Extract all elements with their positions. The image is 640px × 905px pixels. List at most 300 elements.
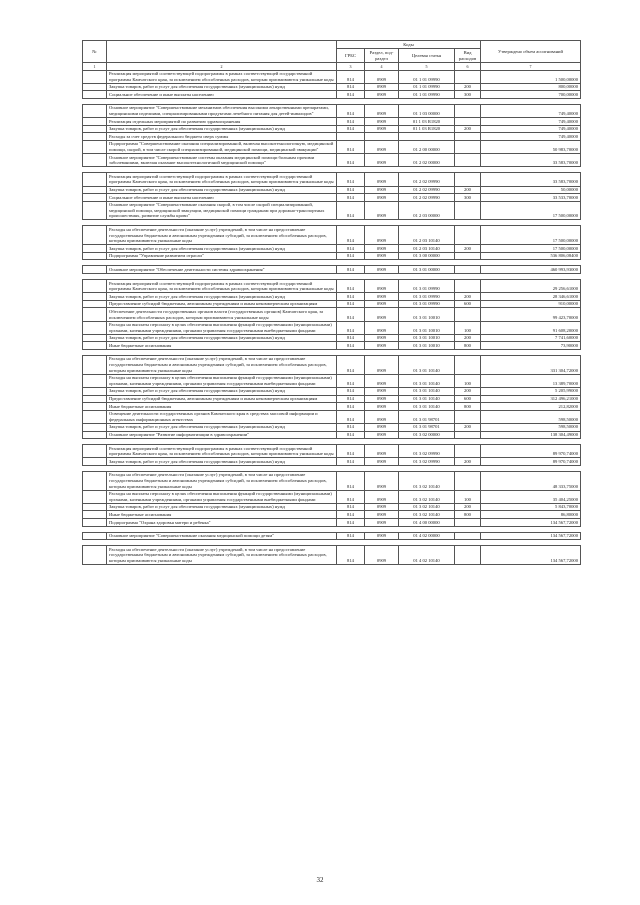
cell-amount: 460 993,93000 <box>481 266 581 274</box>
cell-expense-type <box>455 140 481 153</box>
cell-amount: 48 333,75000 <box>481 471 581 490</box>
cell-expense-type: 600 <box>455 300 481 308</box>
cell-grbs: 814 <box>337 431 365 439</box>
cell-description: Закупка товаров, работ и услуг для обеспечения государственных (муниципальных) нужд <box>107 125 337 133</box>
cell-expense-type: 200 <box>455 387 481 395</box>
header-number: № <box>83 41 107 63</box>
table-row <box>83 423 581 431</box>
cell-number <box>83 387 107 395</box>
cell-description: Реализация отдельных мероприятий по развитию здравоохранения <box>107 118 337 126</box>
cell-grbs: 814 <box>337 403 365 411</box>
cell-grbs: 814 <box>337 342 365 350</box>
header-target-article: Целевая статья <box>399 49 455 63</box>
cell-razdel: 0909 <box>365 252 399 260</box>
cell-description: Расходы на выплаты персоналу в целях обеспечения выполнения функций государственными (муниципальными) органами, казенными учреждениями, органами управления государственными внебюджетными фондами <box>107 321 337 334</box>
cell-number <box>83 140 107 153</box>
cell-grbs: 814 <box>337 266 365 274</box>
cell-grbs: 814 <box>337 201 365 220</box>
cell-grbs: 814 <box>337 118 365 126</box>
cell-razdel: 0909 <box>365 91 399 99</box>
cell-expense-type <box>455 104 481 117</box>
cell-grbs: 814 <box>337 374 365 387</box>
cell-target-article: 01 3 01 10140 <box>399 403 455 411</box>
cell-description: Освещение деятельности государственных органов Камчатского края в средствах массовой информации и федеральных информационных агентствах <box>107 410 337 423</box>
cell-grbs: 814 <box>337 490 365 503</box>
cell-amount: 749,40000 <box>481 125 581 133</box>
cell-number <box>83 308 107 321</box>
cell-amount: 28 346,61000 <box>481 293 581 301</box>
cell-description: Расходы на обеспечение деятельности (оказание услуг) учреждений, в том числе на предоставление государственным бюджетным и автономным учреждениям субсидий, за исключением обособленных расходов, которым присваиваются уникальные коды <box>107 355 337 374</box>
cell-description: Реализация мероприятий соответствующей подпрограммы в рамках соответствующей государственной программы Камчатского края, за исключением обособленных расходов, которым присваиваются уникальные коды <box>107 445 337 458</box>
table-row <box>83 125 581 133</box>
cell-expense-type: 800 <box>455 342 481 350</box>
cell-expense-type: 200 <box>455 423 481 431</box>
cell-target-article: 01 3 01 00000 <box>399 266 455 274</box>
cell-number <box>83 201 107 220</box>
cell-description: Основное мероприятие "Совершенствование оказания скорой, в том числе скорой специализированной, медицинской помощи, медицинской эвакуации, медицинской помощи гражданам при дорожно-транспортных происшествиях, развитие службы крови" <box>107 201 337 220</box>
table-row <box>83 519 581 527</box>
header-codes: Коды <box>337 41 481 49</box>
table-row <box>83 445 581 458</box>
cell-target-article: 01 3 02 09990 <box>399 458 455 466</box>
cell-amount: 35 404,25000 <box>481 490 581 503</box>
cell-amount: 50 983,70000 <box>481 140 581 153</box>
cell-amount: 73,90000 <box>481 342 581 350</box>
table-row <box>83 395 581 403</box>
cell-razdel: 0909 <box>365 140 399 153</box>
cell-razdel: 0909 <box>365 308 399 321</box>
cell-amount: 17 500,00000 <box>481 226 581 245</box>
cell-amount: 134 567,72000 <box>481 532 581 540</box>
cell-number <box>83 445 107 458</box>
cell-expense-type <box>455 532 481 540</box>
cell-expense-type <box>455 154 481 167</box>
colnum-2: 2 <box>107 63 337 71</box>
cell-grbs: 814 <box>337 173 365 186</box>
cell-number <box>83 374 107 387</box>
cell-razdel: 0909 <box>365 374 399 387</box>
cell-number <box>83 104 107 117</box>
cell-amount: 598,50000 <box>481 423 581 431</box>
cell-grbs: 814 <box>337 321 365 334</box>
cell-razdel: 0909 <box>365 431 399 439</box>
cell-description: Расходы на обеспечение деятельности (оказание услуг) учреждений, в том числе на предоставление государственным бюджетным и автономным учреждениям субсидий, за исключением обособленных расходов, которым присваиваются уникальные коды <box>107 226 337 245</box>
table-row <box>83 104 581 117</box>
table-row <box>83 403 581 411</box>
table-row <box>83 503 581 511</box>
cell-expense-type <box>455 173 481 186</box>
table-row <box>83 511 581 519</box>
cell-description: Закупка товаров, работ и услуг для обеспечения государственных (муниципальных) нужд <box>107 186 337 194</box>
cell-description: Социальное обеспечение и иные выплаты населению <box>107 194 337 202</box>
cell-amount: 749,40000 <box>481 104 581 117</box>
cell-number <box>83 245 107 253</box>
cell-description: Закупка товаров, работ и услуг для обеспечения государственных (муниципальных) нужд <box>107 503 337 511</box>
cell-grbs: 814 <box>337 293 365 301</box>
table-row <box>83 83 581 91</box>
cell-target-article: 01 3 02 10140 <box>399 490 455 503</box>
cell-number <box>83 252 107 260</box>
cell-amount: 89 970,74000 <box>481 458 581 466</box>
cell-number <box>83 280 107 293</box>
cell-amount: 5 205,99000 <box>481 387 581 395</box>
colnum-4: 4 <box>365 63 399 71</box>
cell-description: Иные бюджетные ассигнования <box>107 403 337 411</box>
cell-target-article: 01 3 01 10010 <box>399 321 455 334</box>
colnum-6: 6 <box>455 63 481 71</box>
cell-target-article: 01 3 00 00000 <box>399 252 455 260</box>
cell-number <box>83 226 107 245</box>
cell-grbs: 814 <box>337 334 365 342</box>
header-expense-type: Вид расходов <box>455 49 481 63</box>
cell-target-article: 01 3 01 10010 <box>399 342 455 350</box>
cell-razdel: 0909 <box>365 201 399 220</box>
cell-description: Основное мероприятие "Совершенствование механизмов обеспечения высокими лекарственными препаратами, медицинскими изделиями, специализированными продуктами лечебного питания для детей-инвалидов" <box>107 104 337 117</box>
cell-description: Обеспечение деятельности государственных органов власти (государственных органов) Камчатского края, за исключением обособленных расходов, которым присваиваются уникальные коды <box>107 308 337 321</box>
cell-number <box>83 154 107 167</box>
cell-razdel: 0909 <box>365 186 399 194</box>
cell-razdel: 0909 <box>365 511 399 519</box>
cell-target-article: 01 1 03 R1820 <box>399 125 455 133</box>
cell-amount: 212,82000 <box>481 403 581 411</box>
cell-expense-type: 200 <box>455 458 481 466</box>
cell-target-article: 01 3 01 10140 <box>399 355 455 374</box>
cell-number <box>83 321 107 334</box>
cell-razdel: 0909 <box>365 395 399 403</box>
table-row <box>83 308 581 321</box>
cell-grbs: 814 <box>337 503 365 511</box>
cell-expense-type: 300 <box>455 91 481 99</box>
cell-razdel: 0909 <box>365 445 399 458</box>
cell-target-article: 01 3 01 09990 <box>399 280 455 293</box>
cell-razdel <box>365 133 399 141</box>
colnum-3: 3 <box>337 63 365 71</box>
cell-target-article: 01 2 00 00000 <box>399 140 455 153</box>
cell-target-article: 01 1 03 00000 <box>399 104 455 117</box>
cell-amount: 86,80000 <box>481 511 581 519</box>
cell-razdel: 0909 <box>365 300 399 308</box>
table-row <box>83 410 581 423</box>
table-row <box>83 252 581 260</box>
cell-grbs: 814 <box>337 471 365 490</box>
cell-expense-type: 800 <box>455 511 481 519</box>
cell-target-article: 01 3 02 00000 <box>399 431 455 439</box>
cell-target-article: 01 4 02 00000 <box>399 532 455 540</box>
cell-amount: 910,00000 <box>481 300 581 308</box>
cell-amount: 13 389,70000 <box>481 374 581 387</box>
cell-razdel: 0909 <box>365 387 399 395</box>
cell-razdel: 0909 <box>365 532 399 540</box>
cell-description: Реализация мероприятий соответствующей подпрограммы в рамках соответствующей государственной программы Камчатского края, за исключением обособленных расходов, которым присваиваются уникальные коды <box>107 280 337 293</box>
cell-razdel: 0909 <box>365 173 399 186</box>
colnum-7: 7 <box>481 63 581 71</box>
cell-target-article: 01 2 03 10140 <box>399 226 455 245</box>
cell-grbs: 814 <box>337 186 365 194</box>
cell-amount: 33 533,70000 <box>481 194 581 202</box>
cell-description: Основное мероприятие "Совершенствование системы оказания медицинской помощи больным прочими заболеваниями, включая оказание высокотехнологичной медицинской помощи" <box>107 154 337 167</box>
cell-amount: 7 741,60000 <box>481 334 581 342</box>
cell-amount: 33 583,70000 <box>481 173 581 186</box>
cell-grbs: 814 <box>337 194 365 202</box>
cell-number <box>83 91 107 99</box>
cell-expense-type: 200 <box>455 125 481 133</box>
cell-grbs: 814 <box>337 410 365 423</box>
cell-number <box>83 334 107 342</box>
cell-grbs: 814 <box>337 458 365 466</box>
cell-description: Закупка товаров, работ и услуг для обеспечения государственных (муниципальных) нужд <box>107 245 337 253</box>
cell-amount: 89 970,74000 <box>481 445 581 458</box>
cell-amount: 50,00000 <box>481 186 581 194</box>
cell-description: Основное мероприятие "Развитие информатизации в здравоохранении" <box>107 431 337 439</box>
table-row <box>83 173 581 186</box>
cell-grbs: 814 <box>337 91 365 99</box>
cell-target-article: 01 3 01 10010 <box>399 308 455 321</box>
table-row <box>83 140 581 153</box>
table-row <box>83 490 581 503</box>
cell-razdel: 0909 <box>365 519 399 527</box>
cell-razdel: 0909 <box>365 321 399 334</box>
cell-expense-type: 200 <box>455 293 481 301</box>
cell-number <box>83 511 107 519</box>
cell-razdel: 0909 <box>365 154 399 167</box>
cell-razdel: 0909 <box>365 83 399 91</box>
table-row <box>83 342 581 350</box>
cell-description: Подпрограмма "Охрана здоровья матери и ребенка" <box>107 519 337 527</box>
cell-amount: 5 843,70000 <box>481 503 581 511</box>
cell-amount: 1 500,00000 <box>481 70 581 83</box>
cell-expense-type <box>455 280 481 293</box>
cell-razdel: 0909 <box>365 403 399 411</box>
cell-number <box>83 194 107 202</box>
table-row <box>83 374 581 387</box>
cell-number <box>83 423 107 431</box>
cell-grbs: 814 <box>337 300 365 308</box>
cell-grbs: 814 <box>337 125 365 133</box>
cell-description: Закупка товаров, работ и услуг для обеспечения государственных (муниципальных) нужд <box>107 334 337 342</box>
cell-number <box>83 300 107 308</box>
cell-grbs: 814 <box>337 387 365 395</box>
cell-expense-type: 800 <box>455 403 481 411</box>
cell-amount: 598,50000 <box>481 410 581 423</box>
cell-amount: 138 304,49000 <box>481 431 581 439</box>
cell-target-article <box>399 133 455 141</box>
cell-grbs: 814 <box>337 154 365 167</box>
cell-target-article: 01 3 02 10140 <box>399 471 455 490</box>
cell-razdel: 0909 <box>365 546 399 565</box>
cell-expense-type: 200 <box>455 245 481 253</box>
cell-grbs: 814 <box>337 104 365 117</box>
table-row <box>83 154 581 167</box>
cell-grbs <box>337 133 365 141</box>
header-grbs: ГРБС <box>337 49 365 63</box>
cell-description: Закупка товаров, работ и услуг для обеспечения государственных (муниципальных) нужд <box>107 293 337 301</box>
table-row <box>83 266 581 274</box>
cell-amount: 700,00000 <box>481 91 581 99</box>
cell-description: Социальное обеспечение и иные выплаты населению <box>107 91 337 99</box>
cell-expense-type: 200 <box>455 503 481 511</box>
cell-expense-type <box>455 355 481 374</box>
colnum-1: 1 <box>83 63 107 71</box>
cell-number <box>83 410 107 423</box>
table-row <box>83 471 581 490</box>
cell-grbs: 814 <box>337 395 365 403</box>
cell-number <box>83 133 107 141</box>
cell-target-article: 01 3 01 10010 <box>399 334 455 342</box>
cell-razdel: 0909 <box>365 245 399 253</box>
table-body <box>83 70 581 564</box>
cell-description: Реализация мероприятий соответствующей подпрограммы в рамках соответствующей государственной программы Камчатского края, за исключением обособленных расходов, которым присваиваются уникальные коды <box>107 173 337 186</box>
cell-amount: 134 567,72000 <box>481 519 581 527</box>
cell-amount: 749,40000 <box>481 118 581 126</box>
page-number: 32 <box>316 876 324 884</box>
cell-description: Расходы на выплаты персоналу в целях обеспечения выполнения функций государственными (муниципальными) органами, казенными учреждениями, органами управления государственными внебюджетными фондами <box>107 374 337 387</box>
cell-expense-type <box>455 471 481 490</box>
cell-number <box>83 293 107 301</box>
table-row <box>83 280 581 293</box>
cell-description: Иные бюджетные ассигнования <box>107 511 337 519</box>
cell-number <box>83 70 107 83</box>
cell-expense-type <box>455 266 481 274</box>
cell-target-article: 01 3 02 10140 <box>399 511 455 519</box>
cell-amount: 134 567,72000 <box>481 546 581 565</box>
cell-target-article: 01 4 00 00000 <box>399 519 455 527</box>
cell-target-article: 01 1 01 09990 <box>399 83 455 91</box>
cell-expense-type <box>455 226 481 245</box>
cell-razdel: 0909 <box>365 266 399 274</box>
cell-grbs: 814 <box>337 70 365 83</box>
cell-number <box>83 532 107 540</box>
cell-grbs: 814 <box>337 226 365 245</box>
cell-amount: 91 608,20000 <box>481 321 581 334</box>
colnum-5: 5 <box>399 63 455 71</box>
cell-number <box>83 186 107 194</box>
cell-number <box>83 519 107 527</box>
cell-number <box>83 173 107 186</box>
cell-target-article: 01 3 01 98701 <box>399 410 455 423</box>
cell-number <box>83 490 107 503</box>
table-row <box>83 387 581 395</box>
cell-grbs: 814 <box>337 519 365 527</box>
cell-description: Предоставление субсидий бюджетным, автономным учреждениям и иным некоммерческим организациям <box>107 395 337 403</box>
table-row <box>83 532 581 540</box>
cell-expense-type <box>455 308 481 321</box>
cell-description: Закупка товаров, работ и услуг для обеспечения государственных (муниципальных) нужд <box>107 387 337 395</box>
cell-number <box>83 266 107 274</box>
cell-grbs: 814 <box>337 511 365 519</box>
cell-description: Подпрограмма "Управление развитием отрасли" <box>107 252 337 260</box>
cell-description: Предоставление субсидий бюджетным, автономным учреждениям и иным некоммерческим организациям <box>107 300 337 308</box>
cell-razdel: 0909 <box>365 458 399 466</box>
cell-razdel: 0909 <box>365 503 399 511</box>
header-description <box>107 41 337 63</box>
cell-number <box>83 125 107 133</box>
cell-razdel: 0909 <box>365 410 399 423</box>
table-row <box>83 293 581 301</box>
cell-razdel: 0909 <box>365 293 399 301</box>
cell-grbs: 814 <box>337 546 365 565</box>
cell-description: Расходы на выплаты персоналу в целях обеспечения выполнения функций государственными (муниципальными) органами, казенными учреждениями, органами управления государственными внебюджетными фондами <box>107 490 337 503</box>
cell-amount: 536 806,08400 <box>481 252 581 260</box>
cell-number <box>83 355 107 374</box>
cell-expense-type <box>455 118 481 126</box>
cell-razdel: 0909 <box>365 104 399 117</box>
cell-target-article: 01 3 02 09990 <box>399 445 455 458</box>
cell-number <box>83 403 107 411</box>
cell-amount: 800,00000 <box>481 83 581 91</box>
cell-target-article: 01 1 01 09990 <box>399 70 455 83</box>
cell-target-article: 01 3 02 10140 <box>399 503 455 511</box>
cell-expense-type: 600 <box>455 395 481 403</box>
cell-razdel: 0909 <box>365 194 399 202</box>
cell-target-article: 01 3 01 98701 <box>399 423 455 431</box>
cell-description: Основное мероприятие "Совершенствование оказания медицинской помощи детям" <box>107 532 337 540</box>
cell-target-article: 01 2 02 09990 <box>399 194 455 202</box>
cell-description: Расходы на обеспечение деятельности (оказание услуг) учреждений, в том числе на предоставление государственным бюджетным и автономным учреждениям субсидий, за исключением обособленных расходов, которым присваиваются уникальные коды <box>107 546 337 565</box>
cell-grbs: 814 <box>337 445 365 458</box>
cell-expense-type <box>455 546 481 565</box>
cell-grbs: 814 <box>337 280 365 293</box>
cell-grbs: 814 <box>337 140 365 153</box>
table-row <box>83 186 581 194</box>
table-row <box>83 458 581 466</box>
cell-expense-type <box>455 519 481 527</box>
cell-number <box>83 118 107 126</box>
cell-number <box>83 503 107 511</box>
cell-expense-type <box>455 201 481 220</box>
cell-number <box>83 83 107 91</box>
cell-expense-type: 100 <box>455 321 481 334</box>
cell-expense-type: 200 <box>455 334 481 342</box>
cell-description: Закупка товаров, работ и услуг для обеспечения государственных (муниципальных) нужд <box>107 458 337 466</box>
cell-grbs: 814 <box>337 423 365 431</box>
cell-grbs: 814 <box>337 83 365 91</box>
cell-expense-type <box>455 410 481 423</box>
cell-description: Основное мероприятие "Обеспечение деятельности системы здравоохранения" <box>107 266 337 274</box>
cell-target-article: 01 3 01 09990 <box>399 300 455 308</box>
cell-grbs: 814 <box>337 245 365 253</box>
cell-description: Закупка товаров, работ и услуг для обеспечения государственных (муниципальных) нужд <box>107 423 337 431</box>
cell-description: Расходы за счет средств федерального бюджета сверх суммы <box>107 133 337 141</box>
cell-target-article: 01 2 02 00000 <box>399 154 455 167</box>
cell-amount: 331 304,72000 <box>481 355 581 374</box>
cell-razdel: 0909 <box>365 70 399 83</box>
cell-target-article: 01 2 03 00000 <box>399 201 455 220</box>
cell-target-article: 01 3 01 10140 <box>399 374 455 387</box>
cell-target-article: 01 1 01 09990 <box>399 91 455 99</box>
cell-amount: 33 583,70000 <box>481 154 581 167</box>
cell-razdel: 0909 <box>365 280 399 293</box>
table-row <box>83 321 581 334</box>
cell-description: Закупка товаров, работ и услуг для обеспечения государственных (муниципальных) нужд <box>107 83 337 91</box>
cell-grbs: 814 <box>337 308 365 321</box>
table-row <box>83 201 581 220</box>
cell-target-article: 01 3 01 10140 <box>399 387 455 395</box>
cell-razdel: 0909 <box>365 355 399 374</box>
cell-razdel: 0909 <box>365 118 399 126</box>
cell-target-article: 01 3 01 10140 <box>399 395 455 403</box>
cell-expense-type: 200 <box>455 186 481 194</box>
cell-number <box>83 458 107 466</box>
cell-amount: 749,40000 <box>481 133 581 141</box>
cell-razdel: 0909 <box>365 490 399 503</box>
cell-amount: 17 500,00000 <box>481 201 581 220</box>
cell-expense-type <box>455 133 481 141</box>
cell-description: Расходы на обеспечение деятельности (оказание услуг) учреждений, в том числе на предоставление государственным бюджетным и автономным учреждениям субсидий, за исключением обособленных расходов, которым присваиваются уникальные коды <box>107 471 337 490</box>
header-razdel: Раздел, под-раздел <box>365 49 399 63</box>
cell-razdel: 0909 <box>365 423 399 431</box>
cell-expense-type <box>455 431 481 439</box>
table-row <box>83 91 581 99</box>
